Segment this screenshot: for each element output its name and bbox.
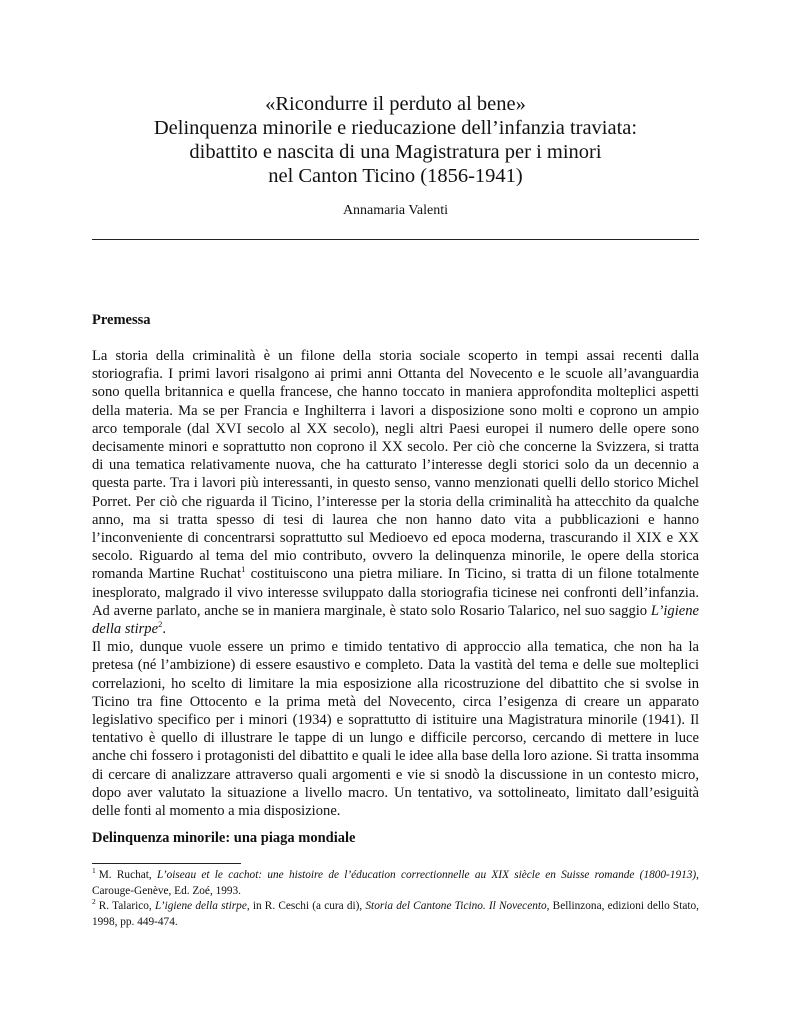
footnote-2-mid: , in R. Ceschi (a cura di),	[246, 900, 366, 913]
footnote-1-pre: M. Ruchat,	[98, 869, 157, 881]
author-name: Annamaria Valenti	[342, 203, 449, 218]
footnote-2-title: L’igiene della stirpe	[154, 900, 247, 913]
title-line-3: dibattito e nascita di una Magistratura per i minori	[189, 141, 602, 163]
footnote-ref-1[interactable]: 1	[241, 564, 246, 575]
title-line-4: nel Canton Ticino (1856-1941)	[268, 165, 523, 187]
section-heading-delinquenza: Delinquenza minorile: una piaga mondiale	[92, 830, 356, 846]
paragraph-1-part-1: La storia della criminalità è un filone della storia sociale scoperto in tempi assai recenti dalla storiografia. I primi lavori risalgono ai primi anni Ottanta del Novecento e le scuole all’avanguardia sono quella britannica e quella francese, che hanno toccato in maniera approfondita molteplici aspetti della materia. Ma se per Francia e Inghilterra i lavori a disposizione sono molti e coprono un ampio arco temporale (dal XVI secolo al XX secolo), negli altri Paesi europei il numero delle opere sono decisamente minori e soprattutto non coprono il XX secolo. Per ciò che concerne la Svizzera, si tratta di una tematica relativamente nuova, che ha catturato l’interesse degli storici solo da un decennio a questa parte. Tra i lavori più interessanti, in questo senso, vanno menzionati quelli dello storico Michel Porret. Per ciò che riguarda il Ticino, l’interesse per la storia della criminalità ha attecchito da qualche anno, ma si tratta spesso di tesi di laurea che non hanno dato vita a pubblicazioni e hanno l’inconveniente di concentrarsi soprattutto sul Medioevo ed epoca moderna, trascurando il XIX e XX secolo. Riguardo al tema del mio contributo, ovvero la delinquenza minorile, le opere della storica romanda Martine Ruchat	[92, 348, 699, 583]
title-line-1: «Ricondurre il perduto al bene»	[265, 93, 526, 115]
footnote-2-post: , Bellinzona, edizioni dello Stato, 1998, pp. 449-474.	[92, 900, 699, 928]
section-heading-premessa: Premessa	[92, 312, 151, 328]
paragraph-1-part-2: costituiscono una pietra miliare. In Ticino, si tratta di un filone totalmente inesplorato, malgrado il vivo interesse sviluppato dalla storiografia ticinese nei confronti dell’infanzia. Ad averne parlato, anche se in maniera marginale, è stato solo Rosario Talarico, nel suo saggio	[92, 566, 699, 619]
title-divider	[92, 239, 699, 240]
paragraph-1-end: .	[162, 621, 166, 638]
work-title-italic: L’igiene della stirpe	[92, 602, 699, 638]
paragraph-1	[92, 347, 699, 638]
footnote-1	[92, 868, 699, 899]
title-line-2: Delinquenza minorile e rieducazione dell’infanzia traviata:	[153, 117, 638, 139]
footnote-1-post: , Carouge-Genève, Ed. Zoé, 1993.	[92, 869, 699, 897]
footnote-2-mark: 2	[92, 897, 96, 907]
footnote-1-title: L’oiseau et le cachot: une histoire de l’éducation correctionnelle au XIX siècle en Suisse romande (1800-1913)	[156, 869, 697, 881]
paragraph-2: Il mio, dunque vuole essere un primo e timido tentativo di approccio alla tematica, che non ha la pretesa (né l’ambizione) di essere esaustivo e completo. Data la vastità del tema e delle sue molteplici correlazioni, ho scelto di limitare la mia esposizione alla ricostruzione del dibattito che si svolse in Ticino tra fine Ottocento e la prima metà del Novecento, circa l’esigenza di creare un apparato legislativo specifico per i minori (1934) e soprattutto di istituire una Magistratura minorile (1941). Il tentativo è quello di illustrare le tappe di un lungo e difficile percorso, cercando di mettere in luce anche chi fossero i protagonisti del dibattito e quali le idee alla base della loro azione. Si tratta insomma di cercare di analizzare attraverso quali argomenti e vie si snodò la discussione in un contesto micro, dopo aver valutato la situazione a livello macro. Un tentativo, va sottolineato, limitato dall’esiguità delle fonti al momento a mia disposizione.	[92, 639, 699, 820]
footnotes	[92, 868, 699, 930]
body-text	[92, 347, 699, 820]
footnote-2-pre: R. Talarico,	[98, 900, 155, 913]
footnote-2-book-title: Storia del Cantone Ticino. Il Novecento	[365, 900, 547, 913]
footnote-ref-2[interactable]: 2	[158, 619, 163, 630]
footnote-2	[92, 899, 699, 930]
footnote-divider	[92, 863, 241, 864]
document-title	[0, 92, 791, 188]
footnote-1-mark: 1	[92, 866, 96, 876]
